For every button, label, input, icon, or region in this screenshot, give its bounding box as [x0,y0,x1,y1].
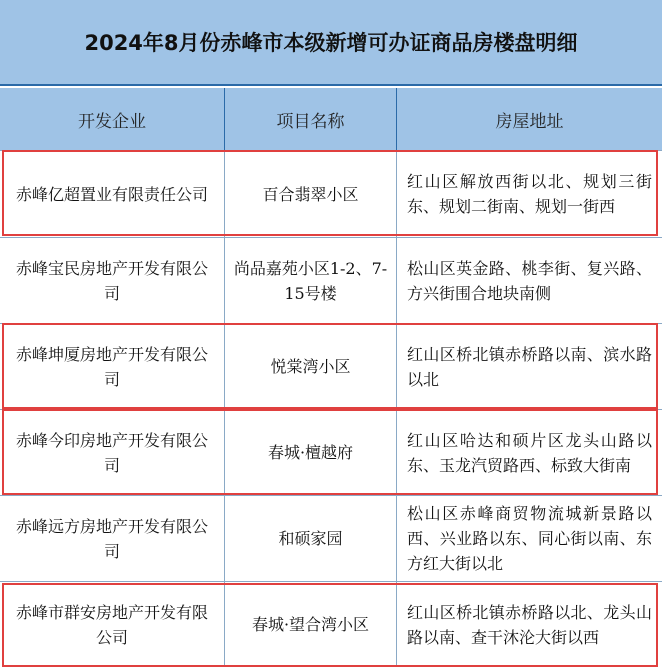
cell-project: 和硕家园 [225,496,397,581]
cell-company: 赤峰宝民房地产开发有限公司 [0,238,225,323]
cell-address: 红山区桥北镇赤桥路以北、龙头山路以南、查干沐沦大街以西 [407,602,652,647]
cell-project: 尚品嘉苑小区1-2、7-15号楼 [225,238,397,323]
cell-company: 赤峰坤厦房地产开发有限公司 [0,324,225,409]
cell-address: 松山区赤峰商贸物流城新景路以西、兴业路以东、同心街以南、东方红大街以北 [407,504,652,573]
table-header [0,88,662,150]
header-address: 房屋地址 [495,111,564,132]
table-row [0,237,662,323]
table-row [0,323,662,409]
header-company: 开发企业 [0,88,225,150]
cell-company: 赤峰亿超置业有限责任公司 [0,151,225,237]
cell-company: 赤峰远方房地产开发有限公司 [0,496,225,581]
header-project: 项目名称 [225,88,397,150]
cell-address: 红山区解放西街以北、规划三街东、规划二街南、规划一街西 [407,172,652,216]
cell-project: 春城·檀越府 [225,410,397,495]
cell-company: 赤峰市群安房地产开发有限公司 [0,582,225,667]
cell-address: 红山区哈达和硕片区龙头山路以东、玉龙汽贸路西、标致大街南 [407,430,652,475]
cell-project: 百合翡翠小区 [225,151,397,237]
cell-project: 春城·望合湾小区 [225,582,397,667]
cell-address: 红山区桥北镇赤桥路以南、滨水路以北 [407,344,652,389]
page-title: 2024年8月份赤峰市本级新增可办证商品房楼盘明细 [0,0,662,86]
cell-project: 悦棠湾小区 [225,324,397,409]
table-row [0,409,662,495]
table-row [0,495,662,581]
cell-company: 赤峰今印房地产开发有限公司 [0,410,225,495]
cell-address: 松山区英金路、桃李街、复兴路、方兴街围合地块南侧 [407,258,652,303]
table-row [0,150,662,237]
table-row [0,581,662,667]
